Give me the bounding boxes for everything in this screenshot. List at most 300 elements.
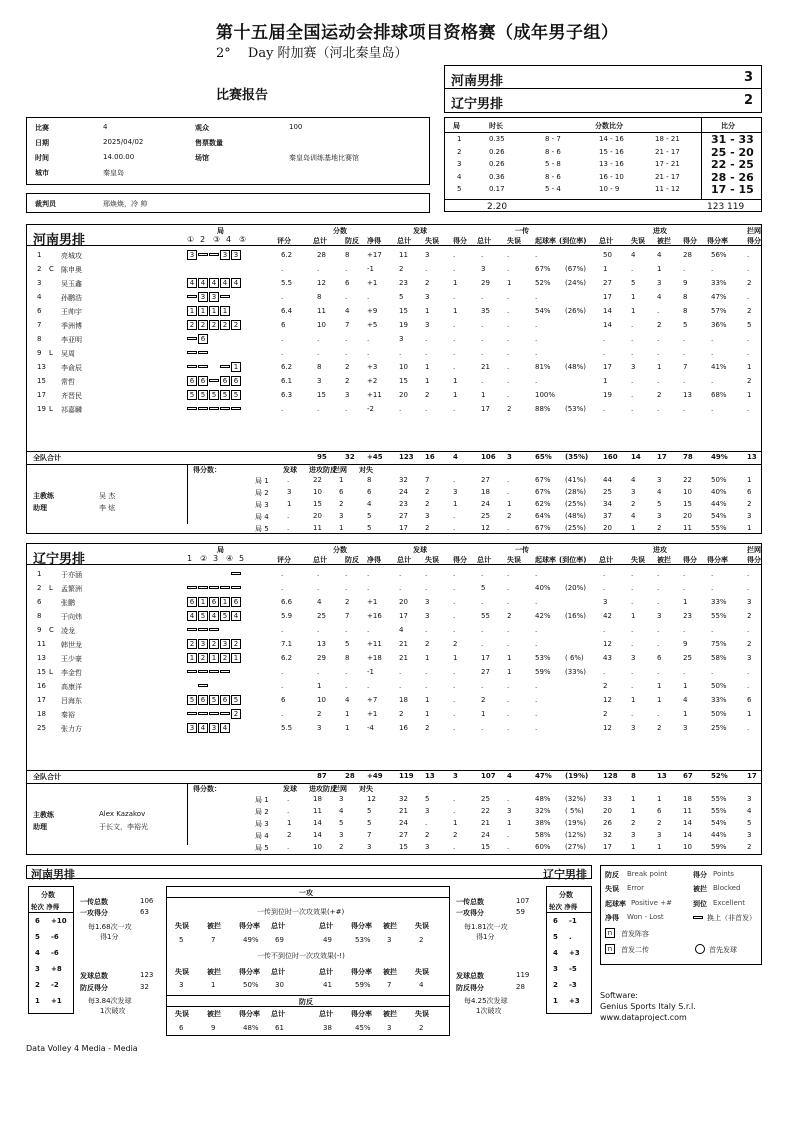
stat-wl: -4	[367, 724, 374, 732]
set-score: 28 - 26	[711, 170, 754, 184]
rotation-box: 6	[231, 376, 241, 386]
stat-ab: 2	[657, 321, 662, 329]
bp-ap: 10	[683, 843, 692, 851]
stat-apc: 58%	[711, 654, 727, 662]
summary-header	[26, 865, 592, 879]
val-away: 49	[323, 936, 332, 944]
player-number: 13	[37, 363, 46, 371]
player-sets	[187, 583, 242, 592]
total-bp: 32	[345, 453, 355, 461]
bp-a: .	[287, 795, 290, 803]
stat-se: .	[425, 335, 428, 343]
bp-a: .	[287, 843, 290, 851]
stat-re: .	[507, 363, 510, 371]
sub-dash-icon	[198, 586, 208, 589]
bp-ae: 4	[631, 512, 636, 520]
set-mark: 5	[239, 554, 245, 563]
col-hd: 得分率	[351, 1010, 372, 1018]
sub-dash-icon	[187, 351, 197, 354]
col-header-err: 失误	[425, 556, 439, 564]
rotation-box: 1	[187, 306, 197, 316]
stat-sp: 1	[453, 307, 458, 315]
bp-rp: 38%	[535, 819, 551, 827]
stat-at: 1	[603, 377, 608, 385]
stat-at: 14	[603, 307, 612, 315]
bp-apc: 55%	[711, 795, 727, 803]
stat-pt: .	[317, 570, 320, 578]
player-number: 3	[37, 279, 42, 287]
tickets-label: 售票数量	[195, 139, 223, 147]
stat-ae: 5	[631, 279, 636, 287]
stat-se: .	[425, 265, 428, 273]
stat-se: 3	[425, 251, 430, 259]
stat-se: .	[425, 570, 428, 578]
total-pt: 87	[317, 772, 327, 780]
stat-rt: .	[481, 293, 484, 301]
stat-se: 1	[425, 696, 430, 704]
col-hd: 总计	[271, 1010, 285, 1018]
stat-ap: 9	[683, 279, 688, 287]
stat-at: 12	[603, 640, 612, 648]
bp-rt: 24	[481, 831, 490, 839]
bp-rx: (25%)	[565, 524, 587, 532]
stat-ae: .	[631, 349, 634, 357]
bp-st: 17	[399, 524, 408, 532]
stat-bp: 1	[345, 724, 350, 732]
bp-b: 22	[313, 476, 322, 484]
stat-se: .	[425, 668, 428, 676]
col-header-pts: 得分	[747, 556, 761, 564]
legend-bl: 被拦	[693, 885, 707, 893]
bp-re: 2	[507, 512, 512, 520]
bp-bk: 5	[747, 819, 752, 827]
player-sets	[187, 320, 242, 330]
rot-number: 2	[553, 981, 558, 989]
stat-re: .	[507, 321, 510, 329]
bp-re: 1	[507, 819, 512, 827]
player-row	[27, 722, 761, 736]
stat-wl: +18	[367, 654, 382, 662]
player-row	[27, 263, 761, 277]
total-bk: 17	[747, 772, 757, 780]
set-mark: 2	[200, 235, 206, 244]
bp-re: .	[507, 488, 510, 496]
stat-at: 1	[603, 265, 608, 273]
stat-rp: 53%	[535, 654, 551, 662]
rotation-box: 3	[209, 292, 219, 302]
sub-dash-icon	[198, 351, 208, 354]
stat-ap: .	[683, 349, 686, 357]
player-sets	[187, 597, 242, 607]
stat-se: .	[425, 626, 428, 634]
player-name: 高康洋	[61, 683, 82, 691]
stat-rt: 27	[481, 668, 490, 676]
sub-dash-icon	[187, 670, 197, 673]
stat-rt: 21	[481, 363, 490, 371]
stat-ap: 4	[683, 696, 688, 704]
partial-16: 14 - 16	[599, 135, 624, 143]
rot-header: 轮次 净得	[549, 903, 578, 911]
bp-ae: 1	[631, 807, 636, 815]
col-header-bp: 防反	[345, 237, 359, 245]
venue: 秦皇岛训练基地比赛馆	[289, 154, 359, 162]
stat-bp: .	[345, 570, 348, 578]
stat-se: .	[425, 349, 428, 357]
bp-d: 3	[367, 843, 372, 851]
bp-at: 32	[603, 831, 612, 839]
val-away: 2	[419, 1024, 424, 1032]
bp-se: 5	[425, 795, 430, 803]
stat-bp: 4	[345, 307, 350, 315]
stat-v: .	[281, 570, 284, 578]
stat-rx: (48%)	[565, 363, 587, 371]
stat-ab: .	[657, 710, 660, 718]
stat-pt: 13	[317, 640, 326, 648]
player-number: 17	[37, 391, 46, 399]
player-role: L	[49, 349, 53, 357]
match-label: 比赛	[35, 124, 49, 132]
stat-sp: .	[453, 265, 456, 273]
bp-d: 12	[367, 795, 376, 803]
bp-apc: 44%	[711, 831, 727, 839]
player-name: 孟繁洲	[61, 585, 82, 593]
total-at: 160	[603, 453, 618, 461]
stat-sp: 1	[453, 279, 458, 287]
stat-ae: .	[631, 640, 634, 648]
partial-8: 5 - 4	[545, 185, 561, 193]
divider	[27, 464, 761, 465]
bp-re: .	[507, 843, 510, 851]
legend-er-en: Error	[627, 884, 645, 892]
stat-re: 2	[507, 612, 512, 620]
stat-rp: .	[535, 682, 538, 690]
bp-ap: 10	[683, 488, 692, 496]
stat-ap: 8	[683, 293, 688, 301]
bp-label: 得分数：	[193, 785, 221, 793]
bp-set: 局 4	[255, 513, 269, 521]
rotation-box: 5	[220, 390, 230, 400]
stat-pt: 10	[317, 321, 326, 329]
stat-ap: .	[683, 335, 686, 343]
stat-se: 2	[425, 279, 430, 287]
stat-wl: +1	[367, 598, 378, 606]
bp-se: 2	[425, 524, 430, 532]
val-home: 6	[179, 1024, 184, 1032]
bp-rt: 15	[481, 843, 490, 851]
stat-re: .	[507, 251, 510, 259]
stat-pt: .	[317, 349, 320, 357]
bp-sp: 2	[453, 831, 458, 839]
stat-re: .	[507, 626, 510, 634]
bp-b: 15	[313, 500, 322, 508]
coach-label: 主教练	[33, 811, 54, 819]
stat-wl: .	[367, 293, 370, 301]
stat-st: 19	[399, 321, 408, 329]
bp-rt: 22	[481, 807, 490, 815]
sub-dash-icon	[220, 407, 230, 410]
stat-sp: 1	[453, 391, 458, 399]
rotation-box: 1	[220, 597, 230, 607]
bp-re: .	[507, 795, 510, 803]
sub-dash-icon	[231, 586, 241, 589]
stat-pt: 3	[317, 724, 322, 732]
legend-wl-en: Won - Lost	[627, 913, 664, 921]
rotation-box: 4	[209, 611, 219, 621]
rotation-box: 1	[198, 597, 208, 607]
col-header-votes: 评分	[277, 556, 291, 564]
bp-rx: ( 5%)	[565, 807, 584, 815]
bp-rx: (12%)	[565, 831, 587, 839]
divider	[187, 783, 188, 845]
audience: 100	[289, 123, 303, 131]
counter-title: 防反	[299, 998, 313, 1006]
rotation-box: 3	[198, 639, 208, 649]
stat-bp: 8	[345, 654, 350, 662]
home-sets-won: 3	[743, 70, 753, 85]
bp-bk: 2	[747, 843, 752, 851]
col-header-pts: 得分	[747, 237, 761, 245]
bp-at: 20	[603, 524, 612, 532]
rot-number: 5	[35, 933, 40, 941]
assistant-label: 助理	[33, 504, 47, 512]
bp-at: 26	[603, 819, 612, 827]
set-number: 1	[457, 135, 462, 143]
col-header-tot: 总计	[313, 556, 327, 564]
legend-starter: 首发阵容	[621, 930, 649, 938]
bp-rt: 25	[481, 795, 490, 803]
stat-sp: .	[453, 668, 456, 676]
stat-st: 20	[399, 598, 408, 606]
stat-rt: 1	[481, 710, 486, 718]
bp-block-hd: 拦网	[333, 466, 347, 474]
stat-bp: 7	[345, 612, 350, 620]
match-date: 2025/04/02	[103, 138, 144, 146]
bp-label: 得分数：	[193, 466, 221, 474]
col-header-bp: 防反	[345, 556, 359, 564]
stat-bk: 1	[747, 710, 752, 718]
stat-bk: .	[747, 251, 750, 259]
rot-number: 4	[35, 949, 40, 957]
bp-opp-hd: 对失	[359, 785, 373, 793]
partial-8: 8 - 6	[545, 172, 561, 181]
player-row	[27, 694, 761, 708]
bp-set: 局 5	[255, 525, 269, 533]
stat-apc: 36%	[711, 321, 727, 329]
bp-apc: 50%	[711, 476, 727, 484]
divider	[27, 783, 761, 784]
stat-re: .	[507, 710, 510, 718]
legend-bp-en: Break point	[627, 870, 668, 878]
rotation-box: 6	[187, 597, 197, 607]
stat-v: 5.5	[281, 279, 293, 287]
stat-se: 1	[425, 377, 430, 385]
col-header-votes: 评分	[277, 237, 291, 245]
stat-at: 27	[603, 279, 612, 287]
recv-label: 一传总数	[80, 898, 108, 906]
player-number: 25	[37, 724, 46, 732]
set-mark: ①	[187, 235, 195, 244]
stat-se: .	[425, 682, 428, 690]
player-number: 6	[37, 598, 42, 606]
legend-pt-en: Points	[713, 870, 735, 878]
total-st: 119	[399, 772, 414, 780]
stat-at: .	[603, 668, 606, 676]
stat-bp: .	[345, 626, 348, 634]
stat-ap: 3	[683, 724, 688, 732]
stat-apc: 50%	[711, 682, 727, 690]
stat-sp: .	[453, 710, 456, 718]
bp-se: 3	[425, 807, 430, 815]
player-number: 19	[37, 405, 46, 413]
stat-at: 14	[603, 321, 612, 329]
stat-ap: 13	[683, 391, 692, 399]
sub-dash-icon	[198, 712, 208, 715]
stat-rp: .	[535, 321, 538, 329]
player-name: 于亦涵	[61, 571, 82, 579]
player-sets	[187, 723, 242, 733]
date-label: 日期	[35, 139, 49, 147]
bp-at: 44	[603, 476, 612, 484]
set-mark: ②	[200, 554, 208, 563]
stat-ae: .	[631, 377, 634, 385]
bp-bk: 6	[747, 488, 752, 496]
stat-re: .	[507, 377, 510, 385]
set-duration: 0.35	[489, 135, 505, 143]
bp-c: 4	[339, 807, 344, 815]
stat-apc: 33%	[711, 598, 727, 606]
sub-dash-icon	[187, 337, 197, 340]
stat-pt: 15	[317, 391, 326, 399]
stat-pt: 12	[317, 279, 326, 287]
player-number: 4	[37, 293, 42, 301]
player-sets	[187, 278, 242, 288]
stat-v: .	[281, 584, 284, 592]
player-row	[27, 319, 761, 333]
stat-rp: 67%	[535, 265, 551, 273]
partial-21: 18 - 21	[655, 135, 680, 143]
stat-bk: 2	[747, 307, 752, 315]
set-score: 31 - 33	[711, 133, 754, 146]
stat-ab: .	[657, 335, 660, 343]
stat-re: .	[507, 696, 510, 704]
team-name: 辽宁男排	[33, 552, 86, 567]
set-mark: 4	[226, 235, 232, 244]
stat-ab: 4	[657, 251, 662, 259]
sub-dash-icon	[220, 712, 230, 715]
bp-st: 24	[399, 488, 408, 496]
stat-apc: 50%	[711, 710, 727, 718]
stat-pt: .	[317, 668, 320, 676]
bp-d: 8	[367, 476, 372, 484]
total-label: 全队合计	[33, 773, 61, 781]
player-name: 张鹏	[61, 599, 75, 607]
stat-wl: -1	[367, 265, 374, 273]
stat-rx: ( 6%)	[565, 654, 584, 662]
total-at: 128	[603, 772, 618, 780]
stat-rt: .	[481, 251, 484, 259]
legend-ex: 到位	[693, 900, 707, 908]
bp-sp: .	[453, 843, 456, 851]
stat-v: .	[281, 626, 284, 634]
sub-dash-icon	[187, 295, 197, 298]
bp-rx: (27%)	[565, 843, 587, 851]
col-hd: 被拦	[207, 968, 221, 976]
stat-apc: 47%	[711, 293, 727, 301]
player-name: 吕海东	[61, 697, 82, 705]
stat-ap: 7	[683, 363, 688, 371]
stat-sp: .	[453, 724, 456, 732]
bp-st: 21	[399, 807, 408, 815]
sideout-label: 一攻得分	[80, 909, 108, 917]
total-rp: 65%	[535, 453, 552, 461]
rotation-box: 2	[220, 653, 230, 663]
val-away: 3	[387, 936, 392, 944]
rotation-box: 4	[231, 278, 241, 288]
rot-value: +3	[569, 949, 580, 957]
player-row	[27, 403, 761, 417]
sub-dash-icon	[209, 712, 219, 715]
divider	[167, 897, 449, 898]
stat-wl: .	[367, 626, 370, 634]
bp-se: 2	[425, 488, 430, 496]
stat-apc: .	[711, 570, 714, 578]
stat-se: .	[425, 584, 428, 592]
bp-set: 局 4	[255, 832, 269, 840]
stat-st: 16	[399, 724, 408, 732]
player-number: 16	[37, 682, 46, 690]
bp-rt: 27	[481, 476, 490, 484]
stat-bp: .	[345, 265, 348, 273]
stat-rt: 17	[481, 405, 490, 413]
stat-bk: .	[747, 626, 750, 634]
stat-ab: 1	[657, 265, 662, 273]
stat-se: 1	[425, 654, 430, 662]
bp-a: .	[287, 524, 290, 532]
stat-ae: 1	[631, 612, 636, 620]
rot-points-hd: 分数	[41, 891, 55, 899]
bp-ap: 14	[683, 831, 692, 839]
stat-at: 12	[603, 696, 612, 704]
stat-rp: 81%	[535, 363, 551, 371]
stat-re: .	[507, 293, 510, 301]
break-rate2: 1次破攻	[476, 1007, 502, 1015]
stat-sp: .	[453, 570, 456, 578]
rotation-box: 2	[209, 320, 219, 330]
player-number: 8	[37, 335, 42, 343]
col-header-wl: 净得	[367, 237, 381, 245]
rotation-box: 5	[231, 390, 241, 400]
sideout-title: 一攻	[299, 889, 313, 897]
player-number: 13	[37, 654, 46, 662]
stat-ae: .	[631, 570, 634, 578]
rotation-box: 3	[231, 250, 241, 260]
bp-apc: 40%	[711, 488, 727, 496]
bp-at: 17	[603, 843, 612, 851]
stat-v: 5.9	[281, 612, 293, 620]
bp-re: 3	[507, 807, 512, 815]
bp-points: 28	[516, 983, 525, 991]
stat-apc: .	[711, 265, 714, 273]
stat-wl: .	[367, 570, 370, 578]
bp-block-hd: 拦网	[333, 785, 347, 793]
player-number: 2	[37, 265, 42, 273]
bp-set: 局 1	[255, 796, 269, 804]
stat-rp: 59%	[535, 668, 551, 676]
total-apc: 52%	[711, 772, 728, 780]
bp-rx: (19%)	[565, 819, 587, 827]
col-header-tot: 总计	[599, 237, 613, 245]
stat-re: .	[507, 640, 510, 648]
